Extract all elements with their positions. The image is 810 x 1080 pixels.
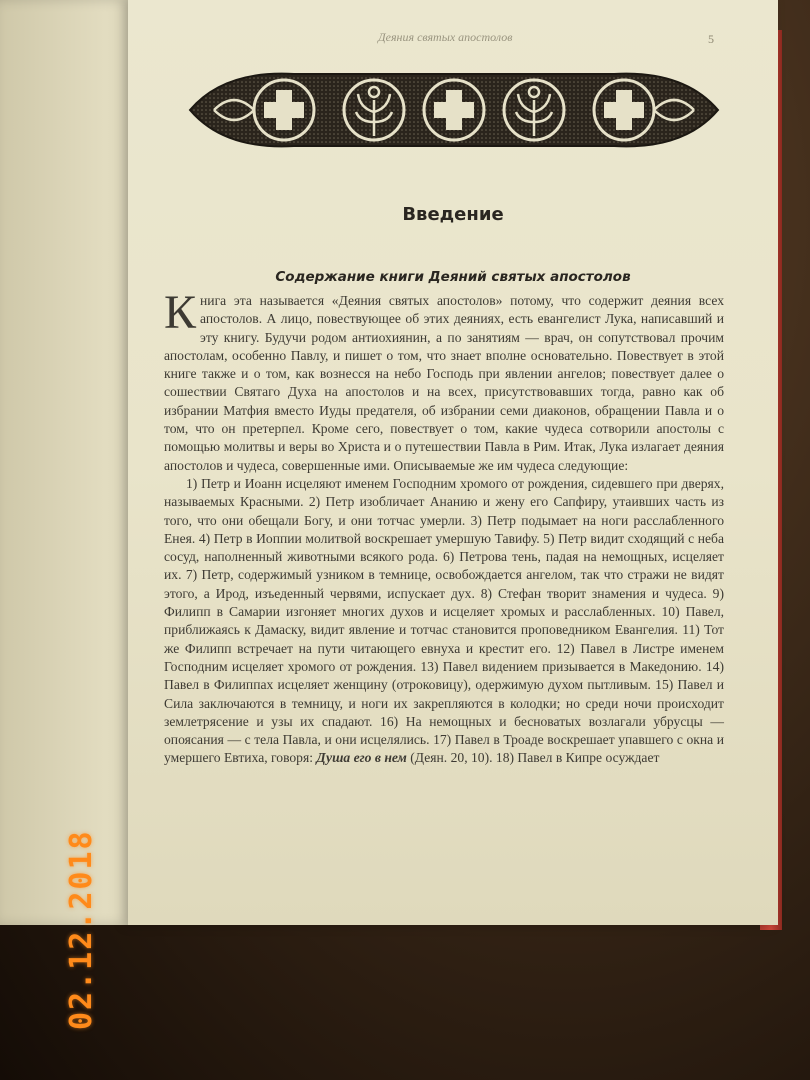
miracles-text-continued: (Деян. 20, 10). 18) Павел в Кипре осуждает <box>406 750 660 766</box>
page-number: 5 <box>708 32 714 46</box>
chapter-title: Введение <box>402 204 504 225</box>
photo-date-stamp: 02.12.2018 <box>64 829 99 1030</box>
drop-cap: К <box>164 286 197 339</box>
section-title: Содержание книги Деяний святых апостолов <box>275 269 631 285</box>
book-page <box>128 0 778 925</box>
paragraph-miracles <box>164 475 724 768</box>
scripture-quote: Душа его в нем <box>316 750 407 766</box>
paragraph-intro-text: нига эта называется «Деяния святых апостолов» потому, что содержит деяния всех апостолов. А лицо, повествующее об этих деяниях, есть евангелист Лука, написавший и эту книгу. Будучи родом антиохиянин, а по занятиям — врач, он сопутствовал прочим апостолам, особенно Павлу, и пишет о том, что знает вполне основательно. Повествует в этой книге также и о том, как вознесся на небо Господь при явлении ангелов; повествует далее о сошествии Святаго Духа на апостолов и на всех, присутствовавших тогда, равно как об избрании Матфия вместо Иуды предателя, об избрании семи диаконов, обращении Павла и о том, что он претерпел. Кроме сего, повествует о том, какие чудеса сотворили апостолы с помощью молитвы и веры во Христа и о путешествии Павла в Рим. Итак, Лука излагает деяния апостолов и чудеса, совершенные ими. Описываемые же им чудеса следующие: <box>164 293 724 473</box>
running-head: Деяния святых апостолов <box>378 30 513 44</box>
paragraph-intro <box>164 286 724 475</box>
miracles-text: 1) Петр и Иоанн исцеляют именем Господним хромого от рождения, сидевшего при дверях, называемых Красными. 2) Петр изобличает Ананию и жену его Сапфиру, утаивших часть из того, что они обещали Богу, и они тотчас умерли. 3) Петр подымает на ноги расслабленного Енея. 4) Петр в Иоппии молитвой воскрешает умершую Тавифу. 5) Петр видит сходящий с неба сосуд, наполненный животными всякого рода. 6) Петрова тень, падая на немощных, исцеляет их. 7) Петр, содержимый узником в темнице, освобождается ангелом, так что стражи не видят этого, а Ирод, изъеденный червями, испускает дух. 8) Стефан творит знамения и чудеса. 9) Филипп в Самарии изгоняет многих духов и исцеляет хромых и расслабленных. 10) Павел, приближаясь к Дамаску, видит явление и тотчас становится проповедником Евангелия. 11) Тот же Филипп встречает на пути читающего евнуха и крестит его. 12) Павел в Листре именем Господним исцеляет хромого от рождения. 13) Павел видением призывается в Македонию. 14) Павел в Филиппах исцеляет женщину (отроковицу), одержимую духом пытливым. 15) Павел и Сила заключаются в темницу, и ноги их закрепляются в колодки; но среди ночи происходит землетрясение и узы их спадают. 16) На немощных и бесноватых возлагали убрусцы — опоясания — с тела Павла, и они исцелялись. 17) Павел в Троаде воскрешает упавшего с окна и умершего Евтиха, говоря: <box>164 475 724 766</box>
ornamental-headpiece <box>184 60 724 160</box>
body-text <box>164 286 724 768</box>
